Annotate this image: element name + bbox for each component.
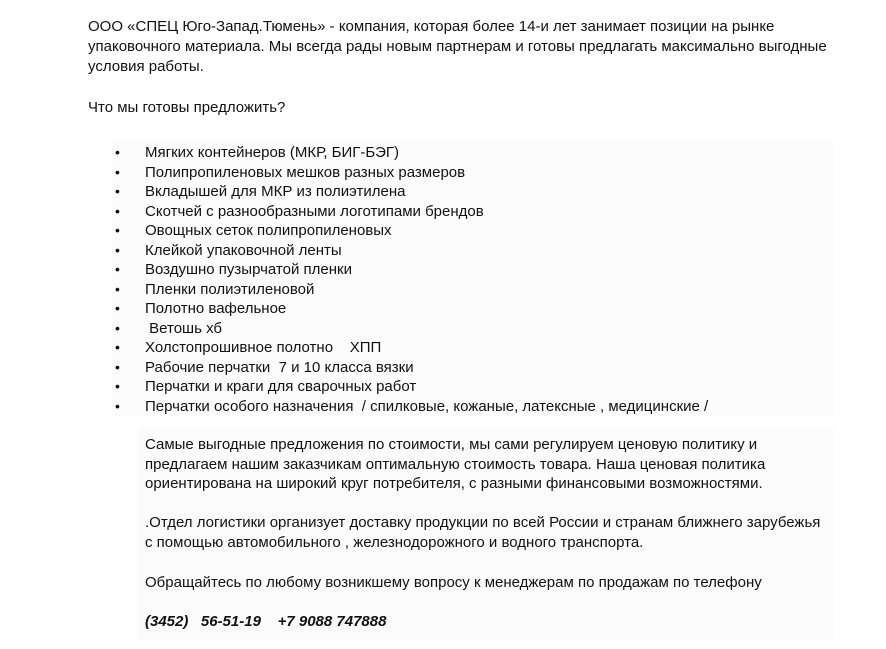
list-item [112,182,708,202]
list-item [112,143,708,163]
list-item-text: Рабочие перчатки 7 и 10 класса вязки [145,358,414,376]
list-item [112,377,708,397]
list-item [112,280,708,300]
logistics-paragraph: .Отдел логистики организует доставку продукции по всей России и странам ближнего зарубежья с помощью автомобильного , железнодорожного и водного транспорта. [145,514,821,551]
bullet-icon: • [115,339,120,355]
list-item [112,299,708,319]
list-item [112,202,708,222]
bullet-icon: • [115,280,120,297]
bullet-icon: • [115,378,120,394]
offer-list [112,143,708,416]
list-item-text: Перчатки особого назначения / спилковые, кожаные, латексные , медицинские / [145,397,709,415]
bullet-icon: • [115,202,120,219]
bullet-icon: • [115,163,120,180]
list-item [112,163,708,183]
list-item-text: Полипропиленовых мешков разных размеров [145,163,466,181]
list-item-text: Холстопрошивное полотно ХПП [145,339,382,356]
list-item-text: Клейкой упаковочной ленты [145,241,342,259]
bullet-icon: • [115,397,120,414]
list-item-text: Пленки полиэтиленовой [145,280,315,298]
contact-paragraph: Обращайтесь по любому возникшему вопросу к менеджерам по продажам по телефону [145,574,762,591]
list-item [112,319,708,339]
list-item-text: Мягких контейнеров (МКР, БИГ-БЭГ) [145,144,399,161]
list-item [112,221,708,241]
bullet-icon: • [115,144,120,160]
intro-paragraph: ООО «СПЕЦ Юго-Запад.Тюмень» - компания, которая более 14-и лет занимает позиции на рынке упаковочного материала. Мы всегда рады новым партнерам и готовы предлагать максимально выгодные условия работы. [88,18,827,75]
bullet-icon: • [115,319,120,336]
offer-question: Что мы готовы предложить? [88,99,286,116]
list-item-text: Воздушно пузырчатой пленки [145,261,352,278]
list-item-text: Полотно вафельное [145,300,287,317]
bullet-icon: • [115,183,120,199]
list-item [112,397,708,417]
bullet-icon: • [115,241,120,258]
list-item-text: Овощных сеток полипропиленовых [145,222,392,239]
pricing-paragraph: Самые выгодные предложения по стоимости, мы сами регулируем ценовую политику и предлагаем нашим заказчикам оптимальную стоимость товара. Наша ценовая политика ориентирована на широкий круг потребителя, с разными финансовыми возможностями. [145,436,766,492]
details-panel [138,428,834,641]
list-item-text: Перчатки и краги для сварочных работ [145,378,417,395]
list-item [112,358,708,378]
phone-numbers: (3452) 56-51-19 +7 9088 747888 [145,613,387,630]
offer-list-panel [112,141,834,416]
list-item [112,260,708,280]
bullet-icon: • [115,358,120,375]
list-item-text: Вкладышей для МКР из полиэтилена [145,183,406,200]
list-item [112,241,708,261]
bullet-icon: • [115,300,120,316]
bullet-icon: • [115,261,120,277]
bullet-icon: • [115,222,120,238]
list-item [112,338,708,358]
list-item-text: Ветошь хб [145,319,222,337]
list-item-text: Скотчей с разнообразными логотипами брендов [145,202,484,220]
